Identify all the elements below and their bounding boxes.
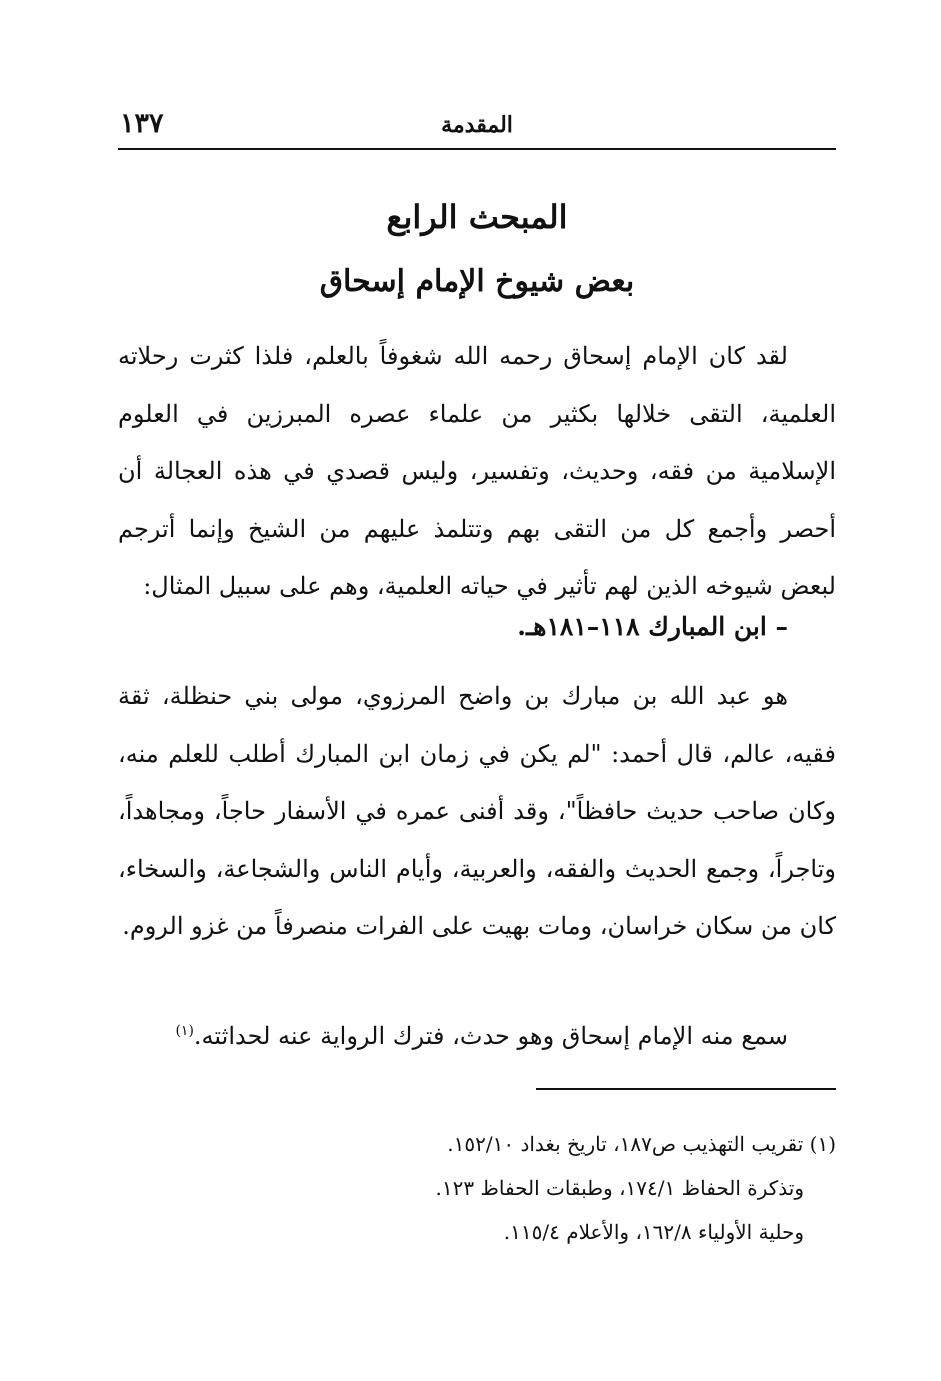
paragraph-intro xyxy=(118,328,836,616)
section-subtitle: بعض شيوخ الإمام إسحاق xyxy=(319,264,635,299)
footnote-divider xyxy=(536,1088,836,1090)
running-header xyxy=(118,108,836,148)
header-title: المقدمة xyxy=(441,112,513,138)
footnote-line: وحلية الأولياء ١٦٢/٨، والأعلام ١١٥/٤. xyxy=(503,1220,804,1244)
paragraph-narration-text: سمع منه الإمام إسحاق وهو حدث، فترك الرواية عنه لحداثته. xyxy=(193,1022,788,1050)
paragraph-biography xyxy=(118,668,836,956)
footnote-line: (١) تقريب التهذيب ص١٨٧، تاريخ بغداد ١٥٢/١٠. xyxy=(447,1132,836,1156)
paragraph-biography-text: هو عبد الله بن مبارك بن واضح المرزوي، مولى بني حنظلة، ثقة فقيه، عالم، قال أحمد: "لم يكن في زمان ابن المبارك أطلب للعلم منه، وكان صاحب حديث حافظاً"، وقد أفنى عمره في الأسفار حاجاً، ومجاهداً، وتاجراً، وجمع الحديث والفقه، والعربية، وأيام الناس والشجاعة، والسخاء، كان من سكان خراسان، ومات بهيت على الفرات منصرفاً من غزو الروم. xyxy=(118,682,836,940)
paragraph-narration xyxy=(118,1003,836,1066)
page-number: ١٣٧ xyxy=(120,108,164,139)
footnote-line: وتذكرة الحفاظ ١٧٤/١، وطبقات الحفاظ ١٢٣. xyxy=(435,1176,804,1200)
footnotes xyxy=(118,1122,836,1254)
teacher-subheading: – ابن المبارك ١١٨–١٨١هـ. xyxy=(517,612,788,641)
header-divider xyxy=(118,148,836,150)
section-heading: المبحث الرابع xyxy=(386,198,568,236)
paragraph-intro-text: لقد كان الإمام إسحاق رحمه الله شغوفاً بالعلم، فلذا كثرت رحلاته العلمية، التقى خلالها بكثير من علماء عصره المبرزين في العلوم الإسلامية من فقه، وحديث، وتفسير، وليس قصدي في هذه العجالة أن أحصر وأجمع كل من التقى بهم وتتلمذ عليهم من الشيخ وإنما أترجم لبعض شيوخه الذين لهم تأثير في حياته العلمية، وهم على سبيل المثال: xyxy=(118,342,836,600)
footnote-reference[interactable]: (١) xyxy=(175,1023,194,1039)
